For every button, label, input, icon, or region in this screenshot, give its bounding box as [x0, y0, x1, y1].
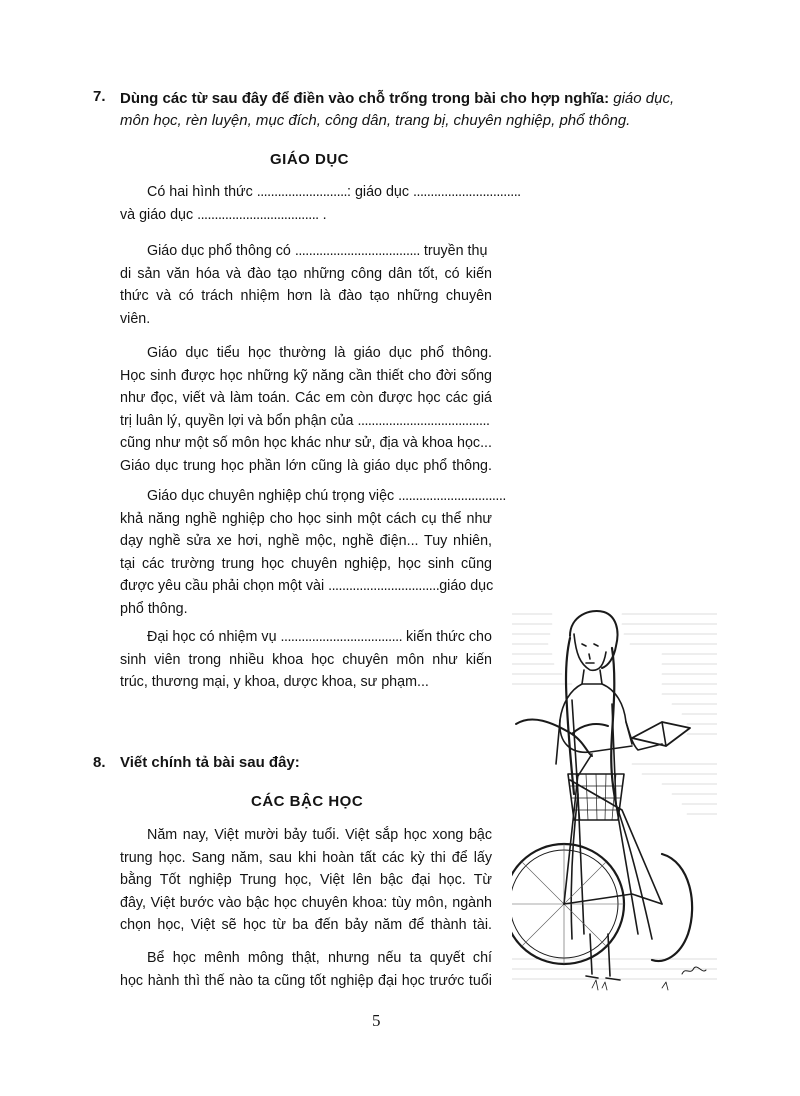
- blank[interactable]: ...............................: [398, 488, 506, 504]
- p4-line5-b: giáo dục: [439, 578, 494, 595]
- p1-line1-a: Có hai hình thức: [147, 184, 253, 200]
- dictation-paragraph-2: [120, 947, 492, 992]
- d1-line3: bằng Tốt nghiệp Trung học, Việt lên bậc đại học. Từ: [120, 872, 492, 889]
- p3-line5: cũng như một số môn học khác như sử, địa và khoa học...: [120, 435, 492, 452]
- p4-line4: tại các trường trung học chuyên nghiệp, học sinh cũng: [120, 555, 492, 572]
- p5-line1-a: Đại học có nhiệm vụ: [147, 629, 277, 645]
- paragraph-1: [120, 181, 521, 226]
- blank[interactable]: ..........................: [256, 184, 348, 200]
- p3-line6: Giáo dục trung học phần lớn cũng là giáo dục phổ thông.: [120, 457, 492, 474]
- p1-line1-b: : giáo dục: [347, 184, 410, 200]
- blank[interactable]: ...................................: [197, 206, 319, 223]
- blank[interactable]: ................................: [328, 578, 440, 595]
- d1-line2: trung học. Sang năm, sau khi hoàn tất các kỳ thi để lấy: [120, 849, 492, 866]
- exercise-7-word-list: giáo dục, môn học, rèn luyện, mục đích, công dân, trang bị, chuyên nghiệp, phổ thông.: [120, 90, 675, 129]
- d1-line4: đây, Việt bước vào bậc học chuyên khoa: tùy môn, ngành: [120, 894, 492, 911]
- blank[interactable]: ......................................: [357, 412, 490, 429]
- page-number: 5: [372, 1011, 381, 1030]
- paragraph-3: [120, 342, 492, 478]
- p5-line2: sinh viên trong nhiều khoa học chuyên môn như kiến: [120, 651, 492, 668]
- p3-line4-a: trị luân lý, quyền lợi và bổn phận của: [120, 412, 354, 429]
- p4-line2: khả năng nghề nghiệp cho học sinh một cách cụ thể như: [120, 510, 492, 527]
- p5-line3: trúc, thương mại, y khoa, dược khoa, sư phạm...: [120, 674, 429, 691]
- exercise-7: [93, 88, 703, 132]
- girl-with-bicycle-illustration: [512, 604, 717, 1000]
- p3-line3: như đọc, viết và làm toán. Các em còn được học các giá: [120, 390, 492, 407]
- blank[interactable]: ...................................: [280, 629, 403, 645]
- exercise-8-instruction: Viết chính tả bài sau đây:: [120, 754, 300, 771]
- d2-line2: học hành thì thế nào ta cũng tốt nghiệp đại học trước tuổi: [120, 972, 492, 989]
- exercise-7-instruction: [120, 88, 703, 132]
- p1-line2-a: và giáo dục: [120, 206, 194, 223]
- d1-line1: Năm nay, Việt mười bảy tuổi. Việt sắp học xong bậc: [147, 827, 492, 843]
- d2-line1: Bể học mênh mông thật, nhưng nếu ta quyết chí: [147, 950, 492, 966]
- exercise-8-title: CÁC BẬC HỌC: [251, 793, 364, 810]
- exercise-7-instruction-text: Dùng các từ sau đây để điền vào chỗ trống trong bài cho hợp nghĩa:: [120, 90, 610, 107]
- p3-line1: Giáo dục tiểu học thường là giáo dục phổ thông.: [147, 345, 492, 361]
- p2-line1-b: truyền thụ: [423, 243, 488, 259]
- p4-line5-a: được yêu cầu phải chọn một vài: [120, 578, 325, 595]
- exercise-7-title: GIÁO DỤC: [270, 151, 349, 168]
- p2-line1-a: Giáo dục phổ thông có: [147, 243, 291, 259]
- p4-line1-a: Giáo dục chuyên nghiệp chú trọng việc: [147, 488, 395, 504]
- p4-line6: phổ thông.: [120, 600, 188, 617]
- p1-line2-b: .: [322, 206, 327, 223]
- paragraph-2: [120, 240, 492, 330]
- p2-line3: thức và có trách nhiệm hơn là đào tạo những chuyên: [120, 288, 492, 305]
- blank[interactable]: ....................................: [294, 243, 420, 259]
- p2-line2: di sản văn hóa và đào tạo những công dân tốt, có kiến: [120, 265, 492, 282]
- p5-line1-b: kiến thức cho: [406, 629, 492, 645]
- dictation-paragraph-1: [120, 824, 492, 937]
- paragraph-5: [120, 626, 492, 694]
- exercise-8: [93, 754, 300, 771]
- d1-line5: chọn học, Việt sẽ học từ ba đến bảy năm để thành tài.: [120, 917, 492, 934]
- p4-line3: dạy nghề sửa xe hơi, nghề mộc, nghề điện... Tuy nhiên,: [120, 533, 492, 550]
- exercise-8-number: 8.: [93, 754, 106, 771]
- p2-line4: viên.: [120, 310, 151, 327]
- p3-line2: Học sinh được học những kỹ năng cần thiết cho đời sống: [120, 367, 492, 384]
- exercise-7-number: 7.: [93, 88, 106, 105]
- blank[interactable]: ...............................: [413, 184, 521, 200]
- paragraph-4: [120, 485, 506, 621]
